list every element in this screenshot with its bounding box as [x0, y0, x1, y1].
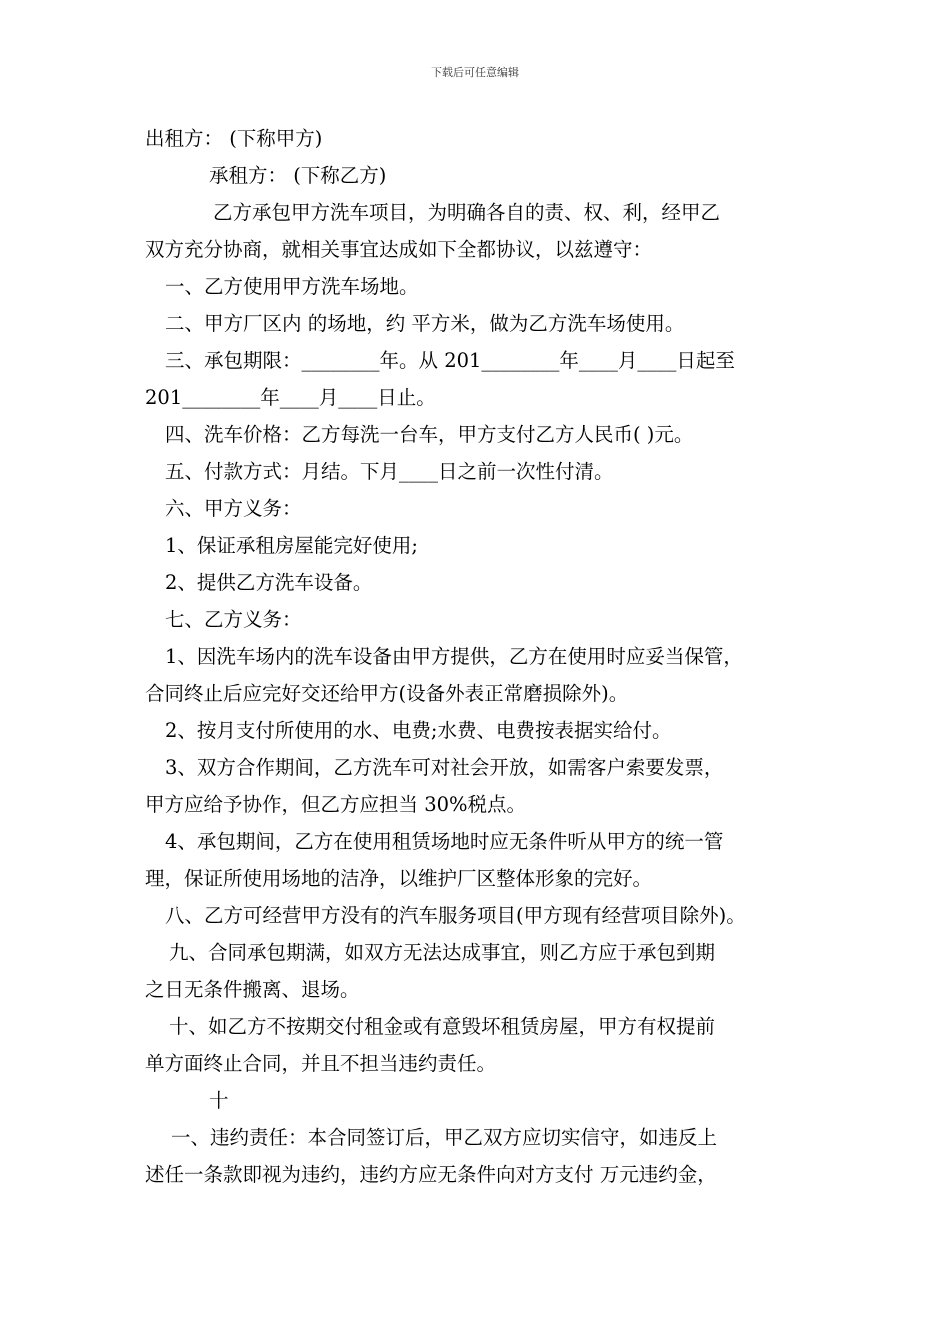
- line-clause-7-item-4: 4、承包期间，乙方在使用租赁场地时应无条件听从甲方的统一管: [165, 830, 724, 853]
- line-clause-9: 九、合同承包期满，如双方无法达成事宜，则乙方应于承包到期: [169, 941, 716, 964]
- line-clause-8: 八、乙方可经营甲方没有的汽车服务项目(甲方现有经营项目除外)。: [165, 904, 746, 927]
- line-clause-7: 七、乙方义务：: [165, 608, 302, 631]
- line-clause-7-item-3: 3、双方合作期间，乙方洗车可对社会开放，如需客户索要发票，: [165, 756, 724, 779]
- line-lessee: 承租方： (下称乙方): [209, 164, 387, 187]
- line-clause-6-item-2: 2、提供乙方洗车设备。: [165, 571, 373, 594]
- line-clause-5: 五、付款方式：月结。下月____日之前一次性付清。: [165, 460, 614, 483]
- line-clause-11: 一、违约责任：本合同签订后，甲乙双方应切实信守，如违反上: [171, 1126, 718, 1149]
- line-clause-6-item-1: 1、保证承租房屋能完好使用;: [165, 534, 418, 557]
- line-clause-9-cont: 之日无条件搬离、退场。: [145, 978, 360, 1001]
- line-clause-10: 十、如乙方不按期交付租金或有意毁坏租赁房屋，甲方有权提前: [169, 1015, 716, 1038]
- line-clause-7-item-4-cont: 理，保证所使用场地的洁净，以维护厂区整体形象的完好。: [145, 867, 653, 890]
- line-clause-4: 四、洗车价格：乙方每洗一台车，甲方支付乙方人民币( )元。: [165, 423, 694, 446]
- line-clause-3-cont: 201________年____月____日止。: [145, 386, 436, 409]
- document-body: [145, 120, 815, 1193]
- line-clause-11-cont: 述任一条款即视为违约，违约方应无条件向对方支付 万元违约金，: [145, 1163, 717, 1186]
- line-clause-11-heading: 十: [209, 1089, 229, 1112]
- line-preamble-2: 双方充分协商，就相关事宜达成如下全都协议，以兹遵守：: [145, 238, 653, 261]
- line-clause-2: 二、甲方厂区内 的场地，约 平方米，做为乙方洗车场使用。: [165, 312, 685, 335]
- line-clause-7-item-2: 2、按月支付所使用的水、电费;水费、电费按表据实给付。: [165, 719, 672, 742]
- line-clause-7-item-3-cont: 甲方应给予协作，但乙方应担当 30%税点。: [145, 793, 527, 816]
- line-preamble-1: 乙方承包甲方洗车项目，为明确各自的责、权、利，经甲乙: [213, 201, 721, 224]
- line-lessor: 出租方： (下称甲方): [145, 127, 323, 150]
- line-clause-7-item-1: 1、因洗车场内的洗车设备由甲方提供，乙方在使用时应妥当保管，: [165, 645, 743, 668]
- line-clause-7-item-1-cont: 合同终止后应完好交还给甲方(设备外表正常磨损除外)。: [145, 682, 629, 705]
- page-header: 下载后可任意编辑: [431, 66, 519, 79]
- line-clause-3: 三、承包期限：________年。从 201________年____月____日起至: [165, 349, 735, 372]
- line-clause-1: 一、乙方使用甲方洗车场地。: [165, 275, 419, 298]
- line-clause-10-cont: 单方面终止合同，并且不担当违约责任。: [145, 1052, 497, 1075]
- line-clause-6: 六、甲方义务：: [165, 497, 302, 520]
